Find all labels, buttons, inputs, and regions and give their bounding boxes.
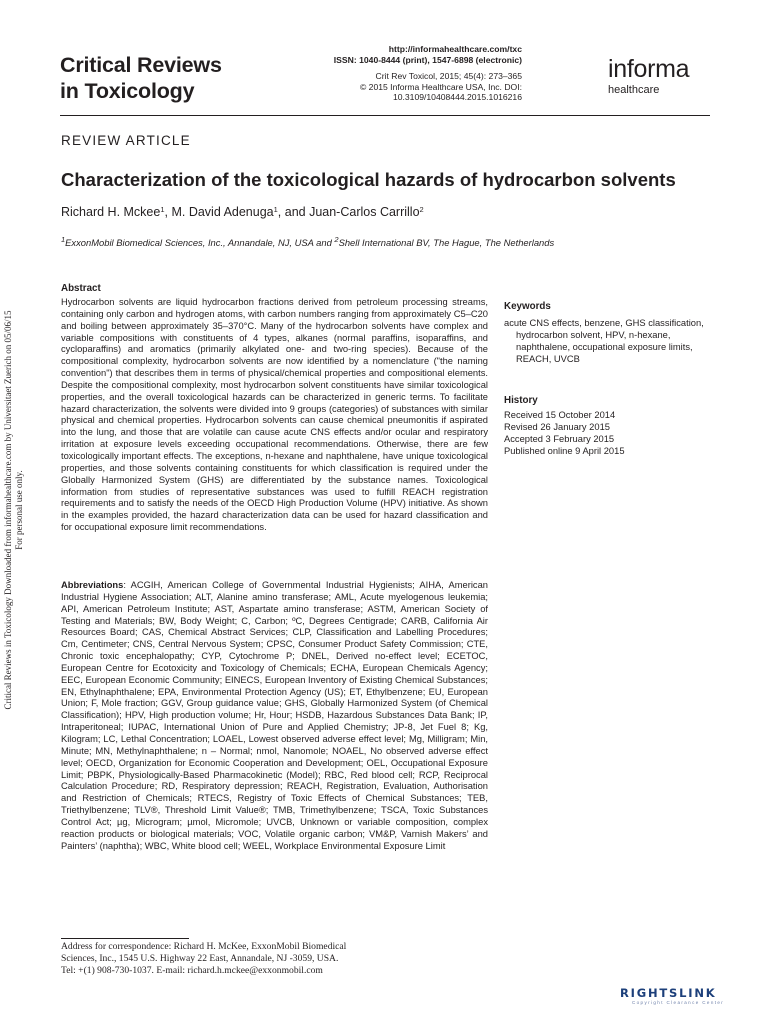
journal-issn: ISSN: 1040-8444 (print), 1547-6898 (electronic) (333, 54, 522, 65)
rightslink-logo-sub: Copyright Clearance Center (632, 1000, 725, 1005)
rightslink-logo-text: RIGHTSLINK (620, 986, 717, 1000)
author-affiliation-mark: 2 (419, 205, 424, 214)
section-label: REVIEW ARTICLE (61, 133, 191, 148)
history-published: Published online 9 April 2015 (504, 445, 625, 456)
keywords-text: acute CNS effects, benzene, GHS classification, hydrocarbon solvent, HPV, n-hexane, naphthalene, occupational exposure limits, REACH, UVCB (504, 318, 704, 364)
journal-title (60, 52, 222, 104)
history-accepted: Accepted 3 February 2015 (504, 433, 615, 444)
journal-title-line1: Critical Reviews (60, 53, 222, 77)
abbreviations-label: Abbreviations (61, 580, 124, 590)
download-stamp-line2: For personal use only. (14, 470, 24, 550)
journal-header-info (250, 44, 522, 103)
keywords-heading: Keywords (504, 301, 551, 312)
author-list (61, 204, 424, 220)
correspondence-line1: Address for correspondence: Richard H. McKee, ExxonMobil Biomedical (61, 941, 347, 952)
journal-url[interactable]: http://informahealthcare.com/txc (388, 44, 522, 54)
author-name: M. David Adenuga (171, 205, 274, 219)
publisher-sub: healthcare (608, 84, 660, 96)
publisher-brand: informa (608, 55, 690, 83)
article-title: Characterization of the toxicological hazards of hydrocarbon solvents (61, 169, 676, 190)
history-revised: Revised 26 January 2015 (504, 421, 610, 432)
correspondence-address (61, 941, 381, 978)
correspondence-line2: Sciences, Inc., 1545 U.S. Highway 22 East, Annandale, NJ -3059, USA. (61, 953, 339, 965)
affiliation-mark: 1 (61, 235, 66, 244)
affiliation-1: ExxonMobil Biomedical Sciences, Inc., Annandale, NJ, USA and (65, 237, 335, 248)
affiliation-2: Shell International BV, The Hague, The Netherlands (338, 237, 555, 248)
author-affiliation-mark: 1 (273, 205, 278, 214)
header-divider (60, 115, 710, 116)
publisher-logo (608, 56, 689, 96)
author-separator: , and (277, 205, 310, 219)
affiliations (61, 237, 554, 249)
author-separator: , (164, 205, 172, 219)
history-received: Received 15 October 2014 (504, 410, 616, 420)
journal-citation: Crit Rev Toxicol, 2015; 45(4): 273–365 (375, 71, 522, 82)
correspondence-line3[interactable]: Tel: +(1) 908-730-1037. E-mail: richard.h.mckee@exxonmobil.com (61, 965, 323, 977)
history-heading: History (504, 395, 538, 406)
journal-title-line2: in Toxicology (60, 79, 195, 103)
author-name: Juan-Carlos Carrillo (309, 205, 420, 219)
author-affiliation-mark: 1 (160, 205, 165, 214)
abbreviations-list: : ACGIH, American College of Governmental Industrial Hygienists; AIHA, American Industrial Hygiene Association; ALT, Alanine amino transferase; AML, Acute myelogenous leukemia; API, American Petroleum Institute; AST, Aspartate amino transferase; ASTM, American Society of Testing and Materials; BW, Body Weight; C, Carbon; ºC, Degrees Centigrade; CARB, California Air Resources Board; CAS, Chemical Abstract Services; CLP, Classification and Labelling Procedures; Cm, Centimeter; CNS, Central Nervous System; CPSC, Consumer Product Safety Commission; CTE, Chronic toxic encephalopathy; CYP, Cytochrome P; DNEL, Derived no-effect level; ECETOC, European Centre for Ecotoxicity and Toxicology of Chemicals; ECHA, European Chemicals Agency; EEC, European Economic Community; EINECS, European Inventory of Existing Chemical Substances; EN, Ethylnaphthalene; EPA, Environmental Protection Agency (US); ET, Ethylbenzene; EU, European Union; F, Mole fraction; GGV, Group guidance value; GHS, Globally Harmonized System (of Chemical Classification); HPV, High production volume; Hr, Hour; HSDB, Hazardous Substances Data Bank; IP, Intraperitoneal; IUPAC, International Union of Pure and Applied Chemistry; JP-8, Jet Fuel 8; Kg, Kilogram; LC, Lethal Concentration; LOAEL, Lowest observed adverse effect level; Mg, Milligram; Min, Minute; MN, Methylnaphthalene; n – Normal; nmol, Nanomole; NOAEL, No observed adverse effect level; OECD, Organization for Economic Cooperation and Development; OEL, Occupational Exposure Limit; PBPK, Physiologically-Based Pharmacokinetic (Model); RBC, Red blood cell; RCP, Reciprocal Calculation Procedure; RD, Respiratory depression; REACH, Registration, Evaluation, Authorisation and Restriction of Chemicals; RTECS, Registry of Toxic Effects of Chemical Substances; TEB, Triethylbenzene; TLV®, Threshold Limit Value®; TMB, Trimethylbenzene; TSCA, Toxic Substances Control Act; µg, Microgram; µmol, Micromole; UVCB, Unknown or variable composition, complex reaction products or biological materials; VOC, Volatile organic carbon; VM&P, Varnish Makers’ and Painters’ (naphtha); WBC, White blood cell; WEEL, Workplace Environmental Exposure Limit (61, 580, 488, 851)
abstract-text: Hydrocarbon solvents are liquid hydrocarbon fractions derived from petroleum processing streams, containing only carbon and hydrogen atoms, with carbon numbers ranging from approximately C5–C20 and boiling between approximately 35–370°C. Many of the hydrocarbon solvents have complex and variable compositions with constituents of 4 types, alkanes (normal paraffins, isoparaffins, and cycloparaffins) and aromatics (primarily alkylated one- and two-ring species). Because of the compositional complexity, hydrocarbon solvents are now identified by a nomenclature ("the naming convention") that describes them in terms of physical/chemical properties and compositional elements. Despite the compositional complexity, most hydrocarbon solvent constituents have similar toxicological properties, and the overall toxicological hazards can be characterized in generic terms. To facilitate hazard characterization, the solvents were divided into 9 groups (categories) of substances with similar physical and chemical properties. Hydrocarbon solvents can cause chemical pneumonitis if aspirated into the lung, and those that are volatile can cause acute CNS effects and/or ocular and respiratory irritation at exposure levels exceeding occupational recommendations. Otherwise, there are few toxicologically important effects. The exceptions, n-hexane and naphthalene, have unique toxicological properties, and those solvents containing constituents for which classification is required under the Globally Harmonized System (GHS) are differentiated by the substance names. Toxicological information from studies of representative substances was used to fulfill REACH registration requirements and to satisfy the needs of the OECD High Production Volume (HPV) initiative. As shown in the examples provided, the hazard characterization data can be used for hazard classification and for occupational exposure limit recommendations. (61, 297, 488, 533)
rightslink-logo[interactable] (620, 986, 760, 1008)
download-stamp-line1: Critical Reviews in Toxicology Downloaded from informahealthcare.com by Universitaet Zuerich on 05/06/15 (3, 310, 13, 710)
history-list (504, 410, 625, 457)
author-name: Richard H. Mckee (61, 205, 161, 219)
abstract-heading: Abstract (61, 283, 101, 294)
abbreviations-text (61, 580, 488, 852)
footnote-divider (61, 938, 189, 939)
journal-copyright: © 2015 Informa Healthcare USA, Inc. DOI: 10.3109/10408444.2015.1016216 (359, 81, 522, 103)
affiliation-mark: 2 (334, 235, 339, 244)
